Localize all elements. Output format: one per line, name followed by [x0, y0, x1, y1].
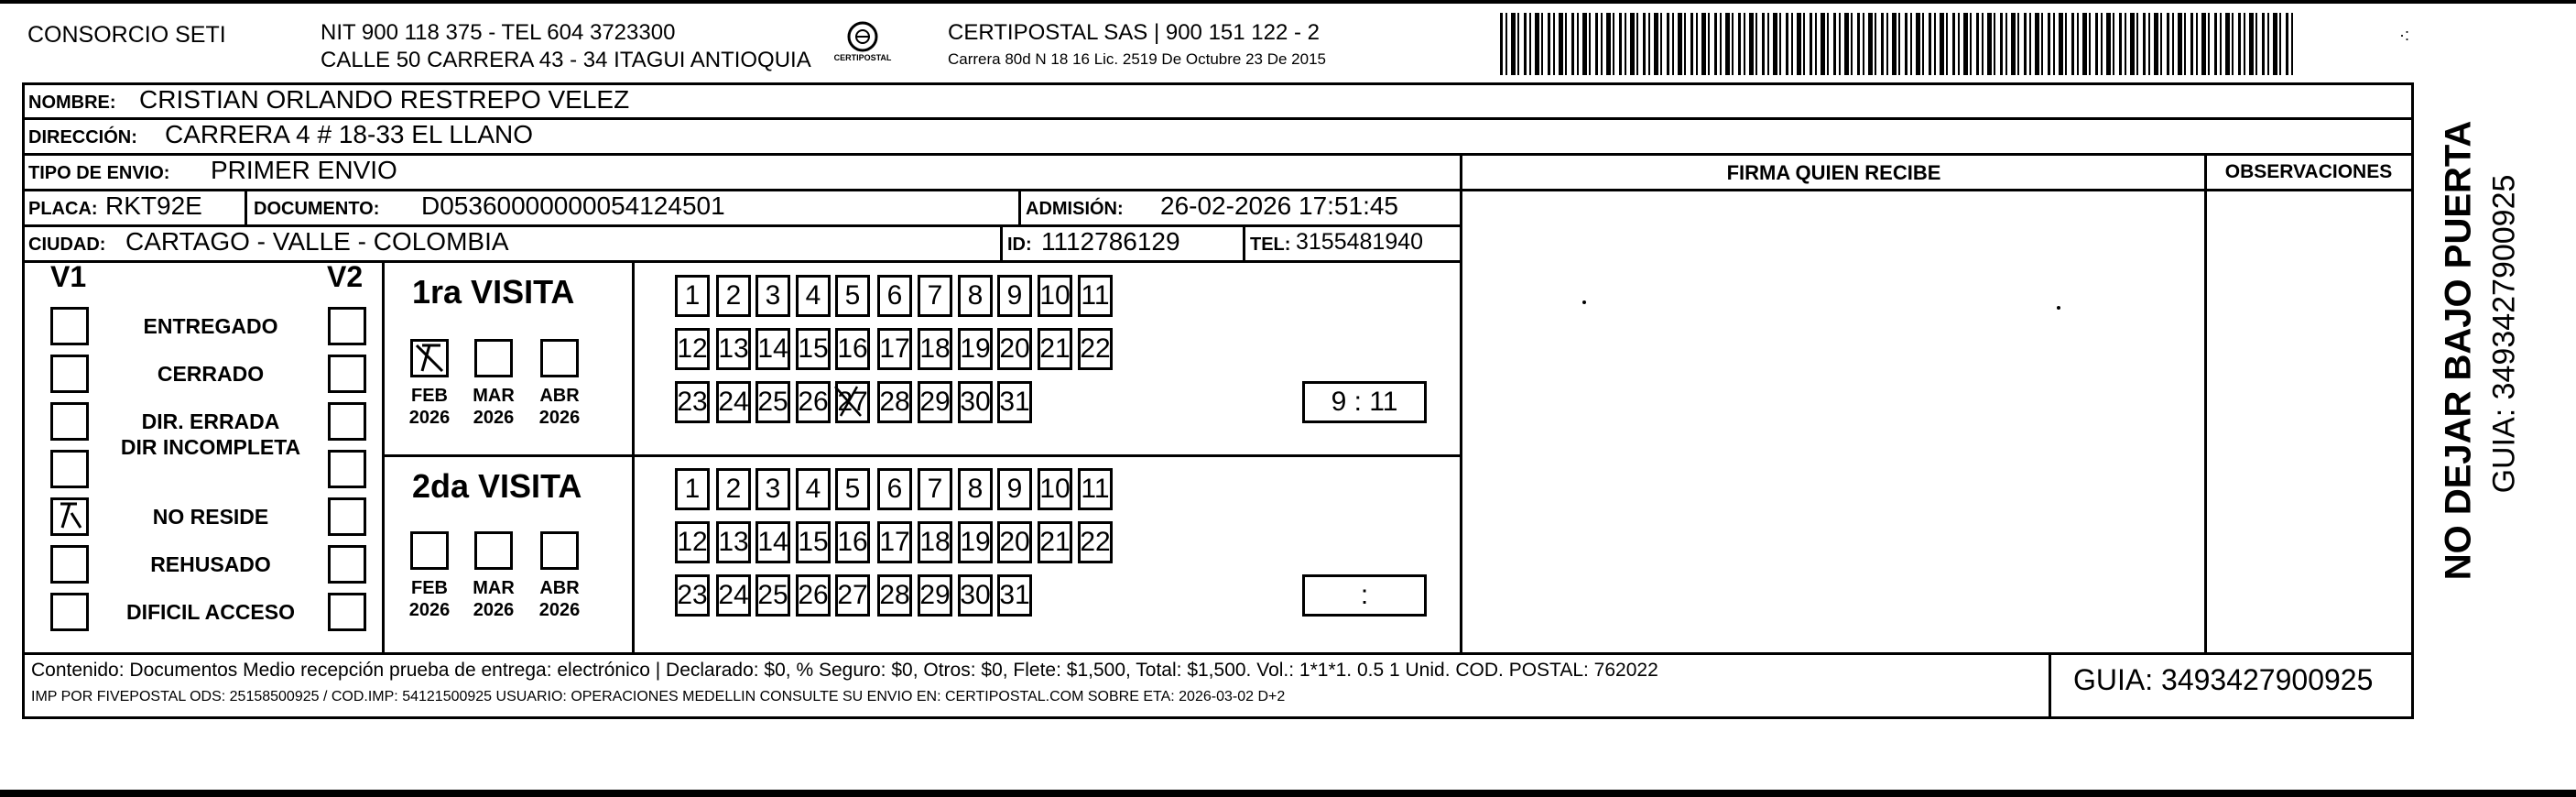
- side-guia-text: GUIA: 3493427900925: [2486, 174, 2522, 494]
- v2-checkbox[interactable]: [328, 450, 366, 488]
- plate-row: [25, 191, 1460, 224]
- carrier-logo: [831, 20, 894, 71]
- second-visit-day-box[interactable]: 14: [755, 521, 790, 563]
- first-visit-day-box[interactable]: 2: [716, 275, 751, 317]
- first-visit-day-box[interactable]: 16: [835, 328, 870, 370]
- second-visit-day-box[interactable]: 22: [1078, 521, 1113, 563]
- month-year: 2026: [473, 600, 515, 620]
- v1-heading: V1: [50, 260, 87, 293]
- v1-checkbox[interactable]: [50, 402, 89, 441]
- second-visit-day-box[interactable]: 27: [835, 574, 870, 617]
- second-visit-day-box[interactable]: 7: [918, 468, 952, 510]
- first-visit-day-box[interactable]: 11: [1078, 275, 1113, 317]
- name-value: CRISTIAN ORLANDO RESTREPO VELEZ: [139, 85, 630, 114]
- plate-value: RKT92E: [105, 191, 202, 220]
- plate-doc-divider: [245, 191, 250, 224]
- city-label: CIUDAD:: [28, 235, 106, 255]
- first-visit-day-box[interactable]: 5: [835, 275, 870, 317]
- first-visit-day-box[interactable]: 29: [918, 381, 952, 423]
- type-row: [25, 156, 1462, 189]
- document-label: DOCUMENTO:: [254, 199, 380, 219]
- no-bajo-puerta-text: NO DEJAR BAJO PUERTA: [2438, 120, 2479, 581]
- second-visit-day-box[interactable]: 15: [796, 521, 831, 563]
- first-visit-day-box[interactable]: 31: [997, 381, 1032, 423]
- month-name: ABR: [539, 386, 580, 406]
- second-visit-day-box[interactable]: 21: [1038, 521, 1072, 563]
- status-option-label: REHUSADO: [150, 552, 271, 576]
- first-visit-month-mar-checkbox[interactable]: [474, 339, 513, 377]
- company-name: CONSORCIO SETI: [27, 22, 226, 48]
- first-visit-day-box[interactable]: 14: [755, 328, 790, 370]
- first-visit-day-box[interactable]: 30: [958, 381, 993, 423]
- status-option-label: ENTREGADO: [143, 314, 278, 338]
- month-name: MAR: [473, 578, 515, 598]
- first-visit-day-box[interactable]: 27: [835, 381, 870, 423]
- admission-value: 26-02-2026 17:51:45: [1160, 191, 1398, 220]
- v1-checkbox[interactable]: [50, 450, 89, 488]
- month-year: 2026: [538, 600, 581, 620]
- type-value: PRIMER ENVIO: [211, 156, 397, 184]
- doc-admission-divider: [1018, 191, 1024, 224]
- month-year: 2026: [408, 408, 451, 428]
- id-value: 1112786129: [1041, 227, 1180, 256]
- first-visit-day-box[interactable]: 20: [997, 328, 1032, 370]
- address-value: CARRERA 4 # 18-33 EL LLANO: [165, 120, 534, 148]
- corner-mark: ·:: [2399, 26, 2409, 44]
- first-visit-day-box[interactable]: 13: [716, 328, 751, 370]
- page-top-rule: [0, 0, 2576, 4]
- first-visit-month-feb-checkbox[interactable]: [410, 339, 449, 377]
- first-visit-month-label: [527, 385, 592, 429]
- signature-area[interactable]: [1462, 191, 2204, 652]
- status-option-label: DIR INCOMPLETA: [120, 435, 301, 459]
- first-visit-day-box[interactable]: 25: [755, 381, 790, 423]
- v2-checkbox[interactable]: [328, 545, 366, 584]
- second-visit-title: 2da VISITA: [412, 467, 582, 505]
- first-visit-time-box[interactable]: 9 : 11: [1302, 381, 1427, 423]
- id-tel-divider: [1243, 227, 1248, 260]
- second-visit-day-box[interactable]: 10: [1038, 468, 1072, 510]
- first-visit-day-box[interactable]: 3: [755, 275, 790, 317]
- observations-area[interactable]: [2207, 191, 2411, 652]
- second-visit-day-box[interactable]: 11: [1078, 468, 1113, 510]
- v2-checkbox[interactable]: [328, 497, 366, 536]
- signature-label: FIRMA QUIEN RECIBE: [1726, 161, 1941, 184]
- second-visit-day-box[interactable]: 28: [877, 574, 912, 617]
- page-bottom-rule: [0, 790, 2576, 797]
- plate-label: PLACA:: [28, 199, 98, 219]
- first-visit-day-box[interactable]: 28: [877, 381, 912, 423]
- rule-5: [25, 260, 1460, 263]
- first-visit-day-box[interactable]: 8: [958, 275, 993, 317]
- first-visit-day-box[interactable]: 23: [675, 381, 710, 423]
- side-text-block: [2422, 110, 2550, 623]
- address-label: DIRECCIÓN:: [28, 127, 137, 147]
- month-year: 2026: [538, 408, 581, 428]
- second-visit-month-label: [462, 577, 526, 621]
- city-row: [25, 227, 1460, 260]
- first-visit-day-box[interactable]: 12: [675, 328, 710, 370]
- second-visit-day-box[interactable]: 6: [877, 468, 912, 510]
- second-visit-month-label: [397, 577, 462, 621]
- second-visit-month-mar-checkbox[interactable]: [474, 531, 513, 570]
- content-line: Contenido: Documentos Medio recepción prueba de entrega: electrónico | Declarado: $0, % Seguro: $0, Otros: $0, Flete: $1,500, Total: $1,500. Vol.: 1*1*1. 0.5 1 Unid. COD. POSTAL: 762022: [31, 660, 1658, 681]
- month-year: 2026: [408, 600, 451, 620]
- second-visit-day-box[interactable]: 4: [796, 468, 831, 510]
- v2-checkbox[interactable]: [328, 307, 366, 345]
- month-name: MAR: [473, 386, 515, 406]
- address-row: [25, 120, 2411, 153]
- v1-checkbox[interactable]: [50, 497, 89, 536]
- first-visit-day-box[interactable]: 6: [877, 275, 912, 317]
- second-visit-day-box[interactable]: 25: [755, 574, 790, 617]
- first-visit-month-label: [462, 385, 526, 429]
- status-option-label: DIR. ERRADA: [141, 409, 280, 433]
- month-name: FEB: [411, 578, 448, 598]
- first-visit-day-box[interactable]: 10: [1038, 275, 1072, 317]
- first-visit-day-box[interactable]: 22: [1078, 328, 1113, 370]
- status-option-label: NO RESIDE: [152, 505, 269, 529]
- first-visit-month-abr-checkbox[interactable]: [540, 339, 579, 377]
- second-visit-day-box[interactable]: 20: [997, 521, 1032, 563]
- month-name: ABR: [539, 578, 580, 598]
- nit-line: NIT 900 118 375 - TEL 604 3723300: [321, 20, 676, 45]
- v2-checkbox[interactable]: [328, 402, 366, 441]
- second-visit-day-box[interactable]: 2: [716, 468, 751, 510]
- logo-caption: CERTIPOSTAL: [833, 53, 892, 62]
- name-label: NOMBRE:: [28, 93, 116, 113]
- second-visit-day-box[interactable]: 19: [958, 521, 993, 563]
- document-value: D05360000000054124501: [421, 191, 725, 220]
- second-visit-day-box[interactable]: 29: [918, 574, 952, 617]
- v1-checkbox[interactable]: [50, 307, 89, 345]
- second-visit-day-box[interactable]: 30: [958, 574, 993, 617]
- second-visit-day-box[interactable]: 5: [835, 468, 870, 510]
- v2-checkbox[interactable]: [328, 355, 366, 393]
- status-panel-right-rule: [382, 263, 385, 652]
- signature-dot-2: [2057, 306, 2060, 310]
- second-visit-month-abr-checkbox[interactable]: [540, 531, 579, 570]
- second-visit-day-box[interactable]: 23: [675, 574, 710, 617]
- imp-line: IMP POR FIVEPOSTAL ODS: 25158500925 / COD.IMP: 54121500925 USUARIO: OPERACIONES MEDELLIN CONSULTE SU ENVIO EN: CERTIPOSTAL.COM SOBRE ETA: 2026-03-02 D+2: [31, 689, 1286, 704]
- type-label: TIPO DE ENVIO:: [28, 163, 170, 183]
- visits-divider: [385, 454, 1460, 457]
- second-visit-day-box[interactable]: 8: [958, 468, 993, 510]
- second-visit-day-box[interactable]: 24: [716, 574, 751, 617]
- second-visit-day-box[interactable]: 17: [877, 521, 912, 563]
- first-visit-day-box[interactable]: 18: [918, 328, 952, 370]
- guia-box: [2049, 652, 2411, 716]
- tel-value: 3155481940: [1296, 229, 1424, 255]
- second-visit-day-box[interactable]: 26: [796, 574, 831, 617]
- v1-checkbox[interactable]: [50, 593, 89, 631]
- month-year: 2026: [473, 408, 515, 428]
- second-visit-day-box[interactable]: 9: [997, 468, 1032, 510]
- address-line: CALLE 50 CARRERA 43 - 34 ITAGUI ANTIOQUIA: [321, 48, 811, 72]
- second-visit-day-box[interactable]: 16: [835, 521, 870, 563]
- v1-checkbox[interactable]: [50, 355, 89, 393]
- second-visit-day-box[interactable]: 13: [716, 521, 751, 563]
- second-visit-day-box[interactable]: 3: [755, 468, 790, 510]
- carrier-line: CERTIPOSTAL SAS | 900 151 122 - 2: [948, 20, 1320, 45]
- second-visit-day-box[interactable]: 31: [997, 574, 1032, 617]
- city-value: CARTAGO - VALLE - COLOMBIA: [125, 227, 509, 256]
- v1-checkbox[interactable]: [50, 545, 89, 584]
- second-visit-day-box[interactable]: 12: [675, 521, 710, 563]
- first-visit-day-box[interactable]: 19: [958, 328, 993, 370]
- second-visit-time-box[interactable]: :: [1302, 574, 1427, 617]
- v2-checkbox[interactable]: [328, 593, 366, 631]
- months-days-divider: [632, 263, 635, 652]
- barcode: [1500, 13, 2297, 75]
- month-name: FEB: [411, 386, 448, 406]
- first-visit-day-box[interactable]: 1: [675, 275, 710, 317]
- second-visit-day-box[interactable]: 18: [918, 521, 952, 563]
- status-option-label: DIFICIL ACCESO: [125, 600, 295, 624]
- name-row: [25, 85, 2411, 118]
- first-visit-month-label: [397, 385, 462, 429]
- first-visit-day-box[interactable]: 21: [1038, 328, 1072, 370]
- first-visit-day-box[interactable]: 9: [997, 275, 1032, 317]
- first-visit-day-box[interactable]: 26: [796, 381, 831, 423]
- first-visit-day-box[interactable]: 17: [877, 328, 912, 370]
- admission-label: ADMISIÓN:: [1026, 199, 1124, 219]
- license-line: Carrera 80d N 18 16 Lic. 2519 De Octubre 23 De 2015: [948, 50, 1326, 68]
- status-option-label: CERRADO: [157, 362, 265, 386]
- guia-box-text: GUIA: 3493427900925: [2073, 663, 2374, 696]
- second-visit-day-box[interactable]: 1: [675, 468, 710, 510]
- city-id-divider: [1000, 227, 1005, 260]
- first-visit-day-box[interactable]: 24: [716, 381, 751, 423]
- first-visit-title: 1ra VISITA: [412, 273, 575, 311]
- signature-dot-1: [1582, 300, 1586, 304]
- v2-heading: V2: [327, 260, 364, 293]
- observations-label: OBSERVACIONES: [2224, 161, 2393, 182]
- second-visit-month-feb-checkbox[interactable]: [410, 531, 449, 570]
- tel-label: TEL:: [1250, 235, 1291, 255]
- first-visit-day-box[interactable]: 15: [796, 328, 831, 370]
- first-visit-day-box[interactable]: 4: [796, 275, 831, 317]
- first-visit-day-box[interactable]: 7: [918, 275, 952, 317]
- second-visit-month-label: [527, 577, 592, 621]
- id-label: ID:: [1007, 235, 1032, 255]
